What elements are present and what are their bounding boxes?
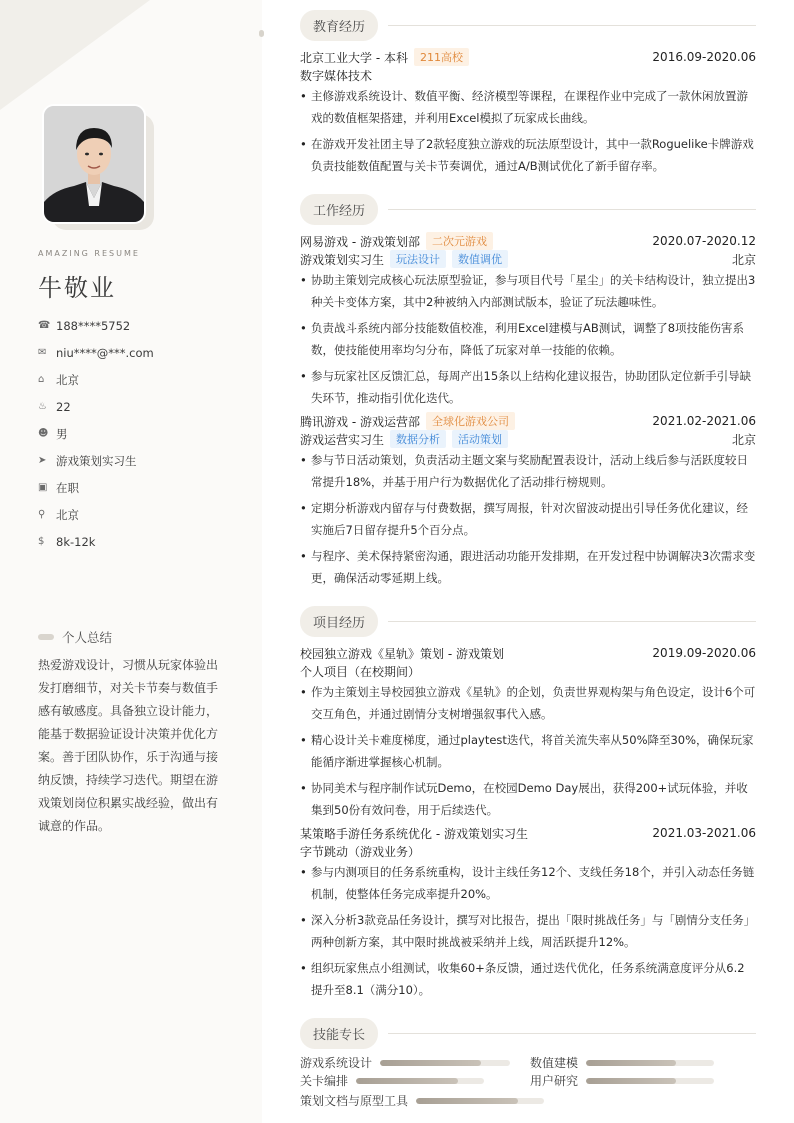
project-entry-quest	[300, 824, 756, 1006]
divider-dot	[259, 30, 264, 37]
email-text: niu****@***.com	[56, 345, 154, 360]
skill-bar	[380, 1060, 510, 1066]
position-text: 游戏策划实习生	[56, 453, 137, 468]
project-sub: 个人项目（在校期间）	[300, 664, 421, 679]
location-pin-icon: ⚲	[38, 509, 46, 520]
role-row	[300, 430, 756, 448]
major-row	[300, 66, 756, 84]
job-row	[300, 232, 756, 250]
work-title: 工作经历	[300, 194, 378, 225]
skill-bar	[586, 1060, 714, 1066]
skill-item	[300, 1092, 544, 1109]
skill-name: 游戏系统设计	[300, 1056, 373, 1070]
skill-bar	[416, 1098, 544, 1104]
info-gender	[38, 420, 154, 447]
summary-heading	[38, 628, 112, 646]
job-date: 2021.02-2021.06	[652, 414, 756, 428]
list-item: • 精心设计关卡难度梯度，通过playtest迭代，将首关流失率从50%降至30%，确保玩家能循序渐进掌握核心机制。	[300, 730, 756, 773]
company-name: 网易游戏 - 游戏策划部	[300, 234, 420, 249]
skill-name: 关卡编排	[300, 1074, 349, 1088]
skill-tag: 玩法设计	[390, 250, 446, 268]
project-name: 某策略手游任务系统优化 - 游戏策划实习生	[300, 826, 528, 841]
project-sub-row	[300, 662, 756, 680]
summary-title: 个人总结	[62, 630, 113, 645]
list-item: • 在游戏开发社团主导了2款轻度独立游戏的玩法原型设计，其中一款Roguelike卡牌游戏负责技能数值配置与关卡节奏调优，通过A/B测试优化了新手留存率。	[300, 134, 756, 177]
company-name: 腾讯游戏 - 游戏运营部	[300, 414, 420, 429]
work-heading	[300, 194, 756, 224]
section-divider	[388, 209, 756, 210]
skill-tag: 数据分析	[390, 430, 446, 448]
list-item: • 协同美术与程序制作试玩Demo，在校园Demo Day展出，获得200+试玩体验，并收集到50份有效问卷，用于后续迭代。	[300, 778, 756, 821]
skill-bar-fill	[380, 1060, 481, 1066]
education-entry	[300, 48, 756, 182]
list-item: • 参与节日活动策划，负责活动主题文案与奖励配置表设计，活动上线后参与活跃度较日常提升18%，并基于用户行为数据优化了活动排行榜规则。	[300, 450, 756, 493]
skill-bar-fill	[416, 1098, 518, 1104]
send-icon: ➤	[38, 455, 47, 466]
skill-name: 策划文档与原型工具	[300, 1094, 409, 1108]
list-item: • 协助主策划完成核心玩法原型验证，参与项目代号「星尘」的关卡结构设计，独立提出3种关卡变体方案，其中2种被纳入内部测试版本，验证了玩法趣味性。	[300, 270, 756, 313]
project-date: 2021.03-2021.06	[652, 826, 756, 840]
job-city: 北京	[731, 432, 756, 447]
job-bullets	[300, 270, 756, 409]
summary-bar-decoration	[38, 634, 54, 640]
cake-icon: ♨	[38, 401, 47, 412]
job-date: 2020.07-2020.12	[652, 234, 756, 248]
skill-name: 用户研究	[530, 1074, 579, 1088]
info-position	[38, 447, 154, 474]
project-bullets	[300, 862, 756, 1001]
brand-label: AMAZING RESUME	[38, 249, 140, 258]
skill-bar-fill	[586, 1078, 676, 1084]
section-divider	[388, 1033, 756, 1034]
skill-bar	[356, 1078, 484, 1084]
info-phone	[38, 312, 154, 339]
list-item: • 负责战斗系统内部分技能数值校准，利用Excel建模与AB测试，调整了8项技能伤害系数，使技能使用率均匀分布，降低了玩家对单一技能的依赖。	[300, 318, 756, 361]
education-title: 教育经历	[300, 10, 378, 41]
skill-bar	[586, 1078, 714, 1084]
salary-icon: $	[38, 536, 45, 547]
mail-icon: ✉	[38, 347, 47, 358]
phone-icon: ☎	[38, 320, 51, 331]
job-role: 游戏运营实习生	[300, 432, 385, 447]
list-item: • 深入分析3款竞品任务设计，撰写对比报告，提出「限时挑战任务」与「剧情分支任务」两种创新方案，其中限时挑战被采纳并上线，周活跃提升12%。	[300, 910, 756, 953]
project-sub-row	[300, 842, 756, 860]
info-status	[38, 474, 154, 501]
project-date: 2019.09-2020.06	[652, 646, 756, 660]
project-row	[300, 644, 756, 662]
role-row	[300, 250, 756, 268]
skill-name: 数值建模	[530, 1056, 579, 1070]
major: 数字媒体技术	[300, 68, 373, 83]
info-email	[38, 339, 154, 366]
contact-info	[38, 312, 154, 555]
education-date: 2016.09-2020.06	[652, 50, 756, 64]
avatar-portrait	[44, 106, 144, 222]
skills-heading	[300, 1018, 756, 1048]
avatar-frame	[42, 104, 154, 230]
school-name: 北京工业大学 - 本科	[300, 50, 408, 65]
project-row	[300, 824, 756, 842]
project-name: 校园独立游戏《星轨》策划 - 游戏策划	[300, 646, 504, 661]
section-divider	[388, 25, 756, 26]
list-item: • 组织玩家焦点小组测试，收集60+条反馈，通过迭代优化，任务系统满意度评分从6.2提升至8.1（满分10）。	[300, 958, 756, 1001]
list-item: • 参与玩家社区反馈汇总，每周产出15条以上结构化建议报告，协助团队定位新手引导缺失环节，推动指引优化迭代。	[300, 366, 756, 409]
list-item: • 参与内测项目的任务系统重构，设计主线任务12个、支线任务18个，并引入动态任务链机制，使整体任务完成率提升20%。	[300, 862, 756, 905]
summary-text: 热爱游戏设计，习惯从玩家体验出发打磨细节，对关卡节奏与数值手感有敏感度。具备独立设计能力，能基于数据验证设计决策并优化方案。善于团队协作，乐于沟通与接纳反馈，持续学习迭代。期望在游戏策划岗位积累实战经验，做出有诚意的作品。	[38, 658, 219, 833]
projects-heading	[300, 606, 756, 636]
info-age	[38, 393, 154, 420]
job-city: 北京	[731, 252, 756, 267]
list-item: • 与程序、美术保持紧密沟通，跟进活动功能开发排期，在开发过程中协调解决3次需求变更，确保活动零延期上线。	[300, 546, 756, 589]
sidebar	[0, 0, 262, 1123]
school-tag: 211高校	[414, 48, 469, 66]
city-text: 北京	[56, 507, 79, 522]
project-bullets	[300, 682, 756, 821]
info-salary	[38, 528, 154, 555]
info-hometown	[38, 366, 154, 393]
skill-item	[530, 1072, 714, 1089]
list-item: • 定期分析游戏内留存与付费数据，撰写周报，针对次留波动提出引导任务优化建议，经实施后7日留存提升5个百分点。	[300, 498, 756, 541]
job-entry-netease	[300, 232, 756, 414]
skill-tag: 活动策划	[452, 430, 508, 448]
gender-text: 男	[56, 426, 68, 441]
info-city	[38, 501, 154, 528]
candidate-name: 牛敬业	[38, 274, 116, 302]
education-heading	[300, 10, 756, 40]
company-tag: 全球化游戏公司	[426, 412, 515, 430]
project-entry-startrail	[300, 644, 756, 826]
project-sub: 字节跳动（游戏业务）	[300, 844, 421, 859]
status-text: 在职	[56, 480, 79, 495]
education-row	[300, 48, 756, 66]
skill-item	[300, 1054, 510, 1071]
education-bullets	[300, 86, 756, 177]
job-row	[300, 412, 756, 430]
company-tag: 二次元游戏	[426, 232, 493, 250]
home-icon: ⌂	[38, 374, 45, 385]
phone-text: 188****5752	[56, 318, 131, 333]
skills-title: 技能专长	[300, 1018, 378, 1049]
corner-decoration	[0, 0, 150, 110]
skill-item	[300, 1072, 484, 1089]
skill-bar-fill	[356, 1078, 458, 1084]
skill-bar-fill	[586, 1060, 676, 1066]
salary-text: 8k-12k	[56, 534, 96, 549]
list-item: • 作为主策划主导校园独立游戏《星轨》的企划，负责世界观构架与角色设定，设计6个可交互角色，并通过剧情分支树增强叙事代入感。	[300, 682, 756, 725]
briefcase-icon: ▣	[38, 482, 48, 493]
hometown-text: 北京	[56, 372, 79, 387]
section-divider	[388, 621, 756, 622]
job-entry-tencent	[300, 412, 756, 594]
gender-icon: ☻	[38, 428, 49, 439]
avatar	[42, 104, 146, 224]
skill-item	[530, 1054, 714, 1071]
list-item: • 主修游戏系统设计、数值平衡、经济模型等课程，在课程作业中完成了一款休闲放置游戏的数值框架搭建，并利用Excel模拟了玩家成长曲线。	[300, 86, 756, 129]
job-role: 游戏策划实习生	[300, 252, 385, 267]
job-bullets	[300, 450, 756, 589]
age-text: 22	[56, 399, 71, 414]
projects-title: 项目经历	[300, 606, 378, 637]
skill-tag: 数值调优	[452, 250, 508, 268]
